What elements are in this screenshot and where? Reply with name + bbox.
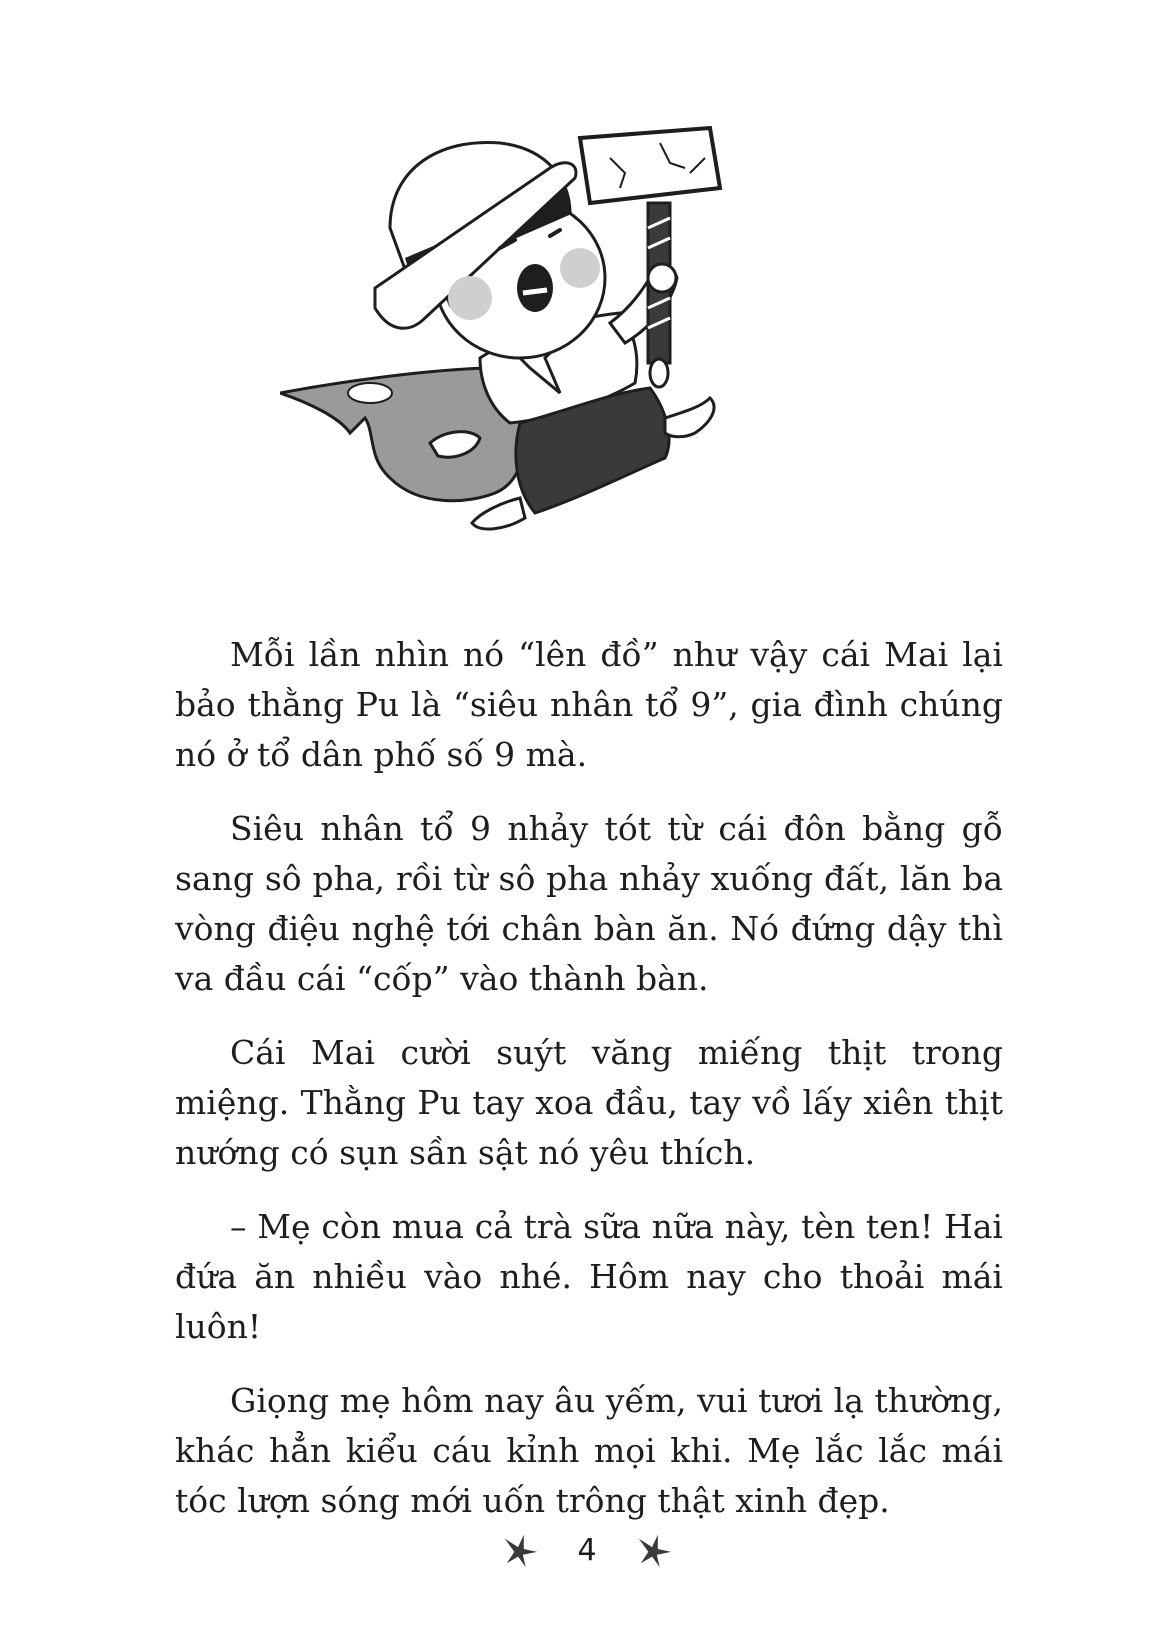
leg-right: [665, 398, 714, 437]
story-text: [175, 630, 1003, 1550]
star-icon: [635, 1531, 673, 1569]
star-icon: [501, 1531, 539, 1569]
hammer-pommel: [650, 359, 668, 387]
paragraph: – Mẹ còn mua cả trà sữa nữa này, tèn ten! Hai đứa ăn nhiều vào nhé. Hôm nay cho thoải mái luôn!: [175, 1207, 1003, 1346]
paragraph: Mỗi lần nhìn nó “lên đồ” như vậy cái Mai lại bảo thằng Pu là “siêu nhân tổ 9”, gia đình chúng nó ở tổ dân phố số 9 mà.: [175, 635, 1003, 774]
foot-left: [472, 498, 525, 529]
mouth-open: [517, 264, 553, 312]
paragraph: Cái Mai cười suýt văng miếng thịt trong miệng. Thằng Pu tay xoa đầu, tay vồ lấy xiên thịt nướng có sụn sần sật nó yêu thích.: [175, 1033, 1003, 1172]
paragraph: Siêu nhân tổ 9 nhảy tót từ cái đôn bằng gỗ sang sô pha, rồi từ sô pha nhảy xuống đất, lăn ba vòng điệu nghệ tới chân bàn ăn. Nó đứng dậy thì va đầu cái “cốp” vào thành bàn.: [175, 809, 1003, 998]
cheek-left: [448, 276, 492, 320]
page-footer: [0, 1525, 1174, 1575]
boy-superhero-illustration: [280, 118, 780, 588]
cheek-right: [560, 248, 600, 288]
teeth: [523, 290, 547, 293]
page-number: 4: [577, 1532, 597, 1568]
cape-hole: [348, 383, 392, 403]
paragraph: Giọng mẹ hôm nay âu yếm, vui tươi lạ thường, khác hẳn kiểu cáu kỉnh mọi khi. Mẹ lắc lắc mái tóc lượn sóng mới uốn trông thật xinh đẹp.: [175, 1381, 1003, 1520]
hand-right: [648, 264, 676, 292]
hammer-head: [580, 128, 720, 203]
